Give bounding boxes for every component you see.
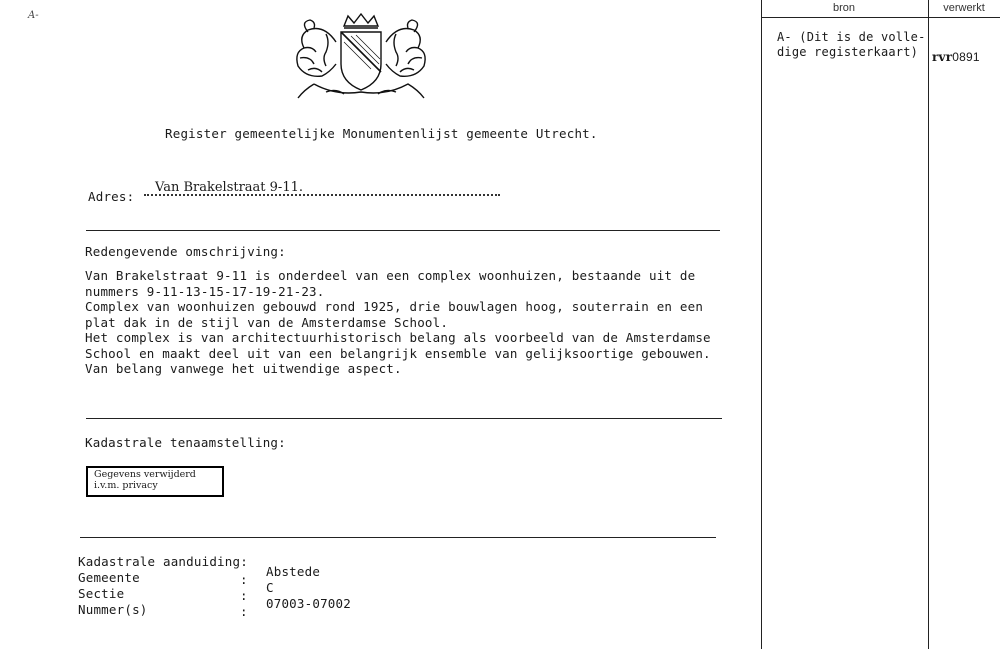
privacy-notice-box: Gegevens verwijderd i.v.m. privacy bbox=[86, 466, 224, 497]
municipality-colon: : bbox=[240, 572, 248, 587]
description-heading: Redengevende omschrijving: bbox=[85, 244, 286, 259]
description-text: Van Brakelstraat 9-11 is onderdeel van een complex woonhuizen, bestaande uit de nummers 9-11-13-15-17-19-21-23. Complex van woonhuizen gebouwd rond 1925, drie bouwlagen hoog, souterrain en een plat dak in de stijl van de Amsterdamse School. Het complex is van architectuurhistorisch belang als voorbeeld van de Amsterdamse School en maakt deel uit van een belangrijk ensemble van gelijksoortige gebouwen. Van belang vanwege het uitwendige aspect. bbox=[85, 268, 711, 376]
address-dotted-line bbox=[144, 194, 500, 196]
bron-column-header: bron bbox=[832, 2, 856, 14]
bron-note: A- (Dit is de volle- dige registerkaart) bbox=[777, 30, 926, 59]
section-label: Sectie bbox=[78, 586, 125, 601]
page-mark: A- bbox=[28, 10, 39, 21]
number-label: Nummer(s) bbox=[78, 602, 148, 617]
municipality-label: Gemeente bbox=[78, 570, 140, 585]
column-divider-right bbox=[928, 0, 929, 649]
address-label: Adres: bbox=[88, 189, 135, 204]
number-colon: : bbox=[240, 604, 248, 619]
divider-line bbox=[86, 418, 722, 419]
number-value: 07003-07002 bbox=[266, 596, 351, 611]
cadastral-name-heading: Kadastrale tenaamstelling: bbox=[85, 435, 286, 450]
verwerkt-prefix: rvr bbox=[932, 50, 953, 64]
verwerkt-number: 0891 bbox=[952, 50, 980, 64]
utrecht-coat-of-arms-icon bbox=[286, 12, 436, 102]
section-value: C bbox=[266, 580, 274, 595]
register-title: Register gemeentelijke Monumentenlijst gemeente Utrecht. bbox=[165, 126, 598, 141]
verwerkt-column-header: verwerkt bbox=[943, 2, 985, 14]
column-divider-left bbox=[761, 0, 762, 649]
divider-line bbox=[80, 537, 716, 538]
verwerkt-code bbox=[932, 50, 980, 64]
section-colon: : bbox=[240, 588, 248, 603]
divider-line bbox=[86, 230, 720, 231]
column-header-underline bbox=[761, 17, 1000, 18]
cadastral-designation-heading: Kadastrale aanduiding: bbox=[78, 554, 248, 569]
municipality-value: Abstede bbox=[266, 564, 321, 579]
address-value: Van Brakelstraat 9-11. bbox=[155, 180, 304, 195]
